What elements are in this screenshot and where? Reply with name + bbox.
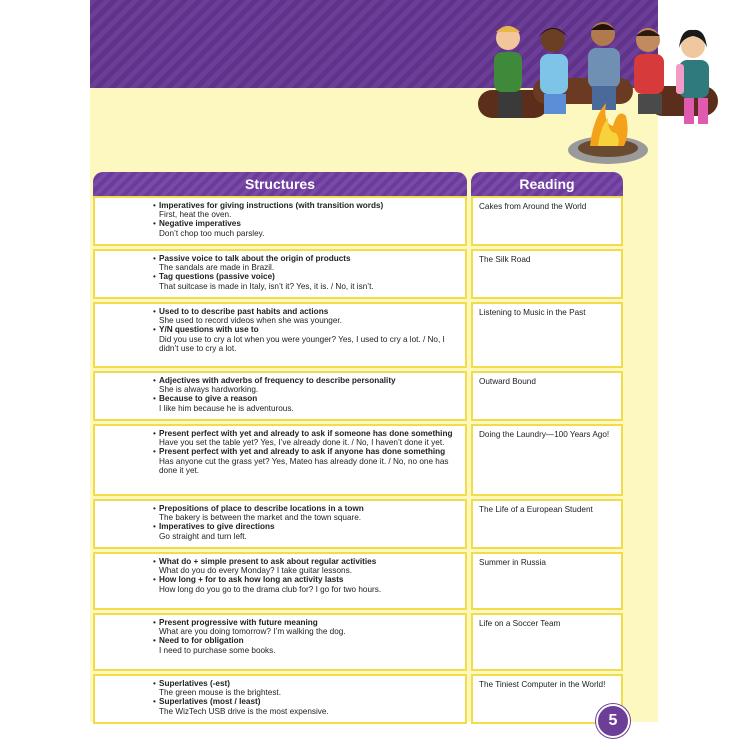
structure-item (153, 201, 459, 220)
structures-cell (93, 613, 467, 671)
bullet-icon: • (153, 447, 156, 457)
example-sentence: The sandals are made in Brazil. (159, 263, 275, 273)
example-sentence: The green mouse is the brightest. (159, 688, 281, 698)
example-sentence: How long do you go to the drama club for? I go for two hours. (159, 584, 382, 594)
example-sentence: First, heat the oven. (159, 210, 232, 220)
structures-cell (93, 499, 467, 549)
bullet-icon: • (153, 325, 156, 335)
grammar-point: Superlatives (-est) (159, 679, 230, 688)
grammar-point: Present perfect with yet and already to ask if anyone has done something (159, 447, 446, 457)
example-sentence: I need to purchase some books. (159, 645, 276, 655)
syllabus-table (93, 196, 623, 727)
bullet-icon: • (153, 679, 156, 688)
structure-item (153, 679, 459, 698)
example-sentence: Have you set the table yet? Yes, I’ve already done it. / No, I haven’t done it yet. (159, 438, 445, 448)
grammar-point: Present progressive with future meaning (159, 618, 318, 627)
table-row (93, 499, 623, 549)
structure-item (153, 325, 459, 353)
table-row (93, 371, 623, 421)
kid-2-body (540, 54, 568, 94)
table-header (93, 172, 623, 196)
structure-item (153, 219, 459, 238)
structures-cell (93, 302, 467, 368)
structure-item (153, 254, 459, 273)
bullet-icon: • (153, 697, 156, 707)
grammar-point: Imperatives to give directions (159, 522, 275, 532)
reading-cell: Life on a Soccer Team (471, 613, 623, 671)
bullet-icon: • (153, 376, 156, 385)
example-sentence: Has anyone cut the grass yet? Yes, Mateo has already done it. / No, no one has done it yet. (159, 456, 449, 475)
example-sentence: Go straight and turn left. (159, 531, 247, 541)
grammar-point: Because to give a reason (159, 394, 258, 404)
structures-cell (93, 552, 467, 610)
grammar-point: What do + simple present to ask about regular activities (159, 557, 377, 566)
example-sentence: What are you doing tomorrow? I’m walking the dog. (159, 627, 346, 637)
structure-item (153, 522, 459, 541)
structures-cell (93, 674, 467, 724)
example-sentence: The WizTech USB drive is the most expensive. (159, 706, 329, 716)
grammar-point: Adjectives with adverbs of frequency to describe personality (159, 376, 396, 385)
grammar-point: Superlatives (most / least) (159, 697, 261, 707)
kid-1-body (494, 52, 522, 92)
structures-cell (93, 424, 467, 496)
reading-cell: Listening to Music in the Past (471, 302, 623, 368)
grammar-point: Y/N questions with use to (159, 325, 259, 335)
structures-cell (93, 371, 467, 421)
table-row (93, 552, 623, 610)
grammar-point: Used to to describe past habits and actions (159, 307, 329, 316)
grammar-point: Imperatives for giving instructions (with transition words) (159, 201, 384, 210)
bullet-icon: • (153, 307, 156, 316)
header-reading: Reading (471, 172, 623, 196)
example-sentence: She is always hardworking. (159, 385, 259, 395)
reading-cell: Outward Bound (471, 371, 623, 421)
structure-item (153, 697, 459, 716)
structure-item (153, 618, 459, 637)
reading-cell: Doing the Laundry—100 Years Ago! (471, 424, 623, 496)
reading-cell: The Silk Road (471, 249, 623, 299)
bullet-icon: • (153, 557, 156, 566)
kid-3-body (588, 48, 620, 88)
reading-cell: The Tiniest Computer in the World! (471, 674, 623, 724)
campfire-kids-illustration (478, 8, 728, 173)
table-row (93, 302, 623, 368)
table-row (93, 249, 623, 299)
table-row (93, 196, 623, 246)
bullet-icon: • (153, 272, 156, 282)
structure-item (153, 447, 459, 475)
structure-item (153, 307, 459, 326)
reading-cell: The Life of a European Student (471, 499, 623, 549)
bullet-icon: • (153, 522, 156, 532)
structures-cell (93, 196, 467, 246)
example-sentence: She used to record videos when she was younger. (159, 316, 342, 326)
bullet-icon: • (153, 394, 156, 404)
structure-item (153, 504, 459, 523)
bullet-icon: • (153, 618, 156, 627)
table-row (93, 674, 623, 724)
structures-cell (93, 249, 467, 299)
header-structures: Structures (93, 172, 467, 196)
reading-cell: Summer in Russia (471, 552, 623, 610)
bullet-icon: • (153, 201, 156, 210)
example-sentence: Did you use to cry a lot when you were younger? Yes, I used to cry a lot. / No, I didn’t use to cry a lot. (159, 334, 445, 353)
structure-item (153, 575, 459, 594)
grammar-point: Tag questions (passive voice) (159, 272, 275, 282)
grammar-point: How long + for to ask how long an activity lasts (159, 575, 344, 585)
page-number-badge: 5 (596, 704, 630, 738)
table-row (93, 613, 623, 671)
bullet-icon: • (153, 504, 156, 513)
page (90, 0, 658, 729)
structure-item (153, 394, 459, 413)
bullet-icon: • (153, 219, 156, 229)
example-sentence: I like him because he is adventurous. (159, 403, 294, 413)
kid-4-body (634, 54, 664, 94)
example-sentence: What do you do every Monday? I take guitar lessons. (159, 566, 352, 576)
structure-item (153, 557, 459, 576)
bullet-icon: • (153, 575, 156, 585)
structure-item (153, 272, 459, 291)
example-sentence: That suitcase is made in Italy, isn’t it? Yes, it is. / No, it isn’t. (159, 281, 374, 291)
structure-item (153, 636, 459, 655)
grammar-point: Negative imperatives (159, 219, 241, 229)
structure-item (153, 376, 459, 395)
bullet-icon: • (153, 429, 156, 438)
grammar-point: Need to for obligation (159, 636, 244, 646)
example-sentence: Don’t chop too much parsley. (159, 228, 265, 238)
example-sentence: The bakery is between the market and the town square. (159, 513, 362, 523)
grammar-point: Present perfect with yet and already to ask if someone has done something (159, 429, 453, 438)
reading-cell: Cakes from Around the World (471, 196, 623, 246)
table-row (93, 424, 623, 496)
bullet-icon: • (153, 636, 156, 646)
bullet-icon: • (153, 254, 156, 263)
grammar-point: Passive voice to talk about the origin of products (159, 254, 351, 263)
grammar-point: Prepositions of place to describe locations in a town (159, 504, 364, 513)
structure-item (153, 429, 459, 448)
